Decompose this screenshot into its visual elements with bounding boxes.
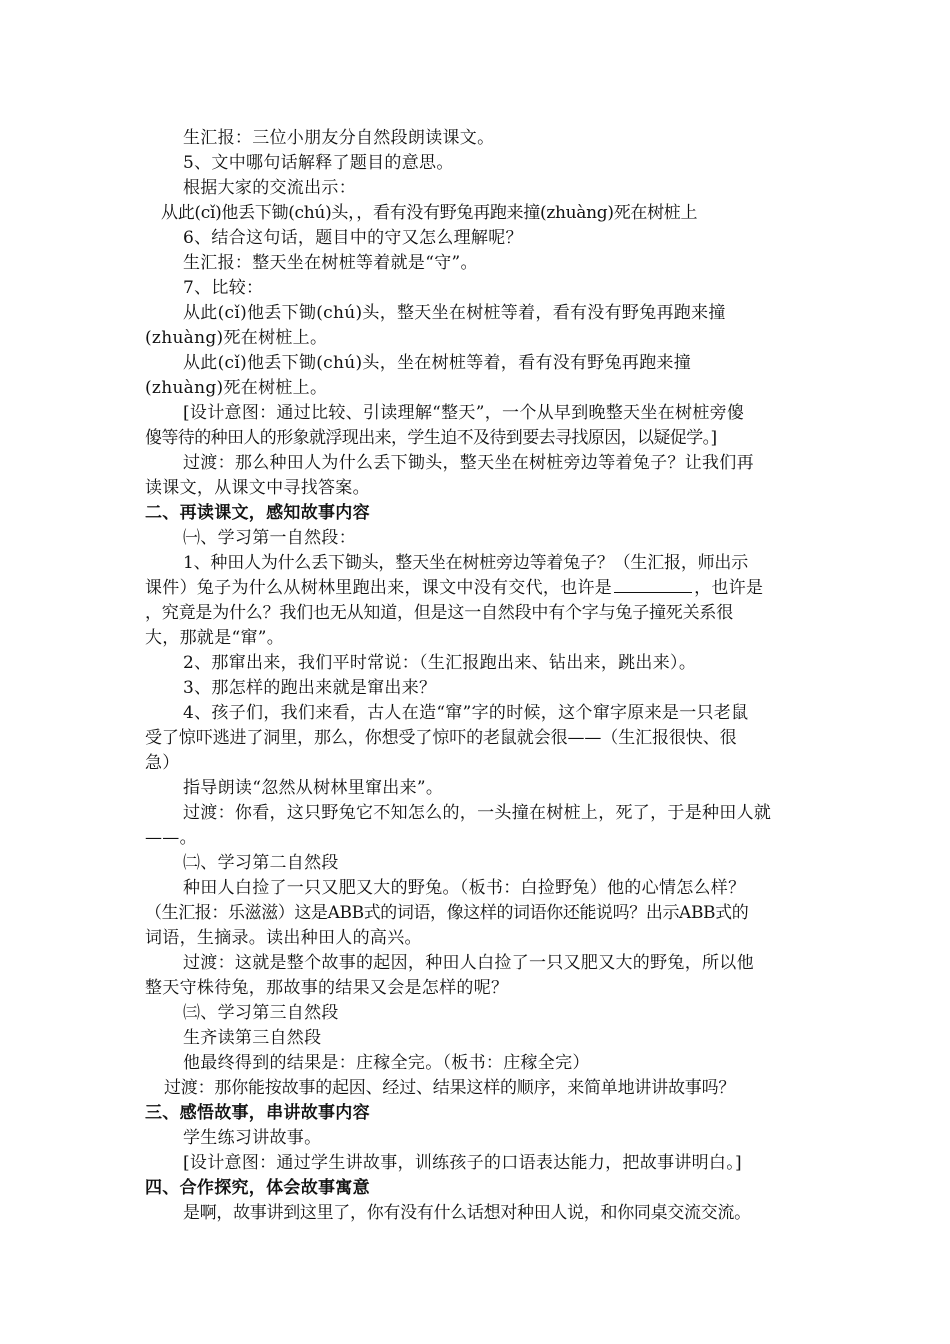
- section-heading: 四、合作探究，体会故事寓意: [145, 1178, 370, 1198]
- text-line: 1、种田人为什么丢下锄头，整天坐在树桩旁边等着兔子？（生汇报，师出示: [183, 553, 749, 573]
- text-segment: ，也许是: [694, 578, 764, 598]
- text-line: 大，那就是“窜”。: [145, 628, 285, 648]
- fill-in-blank: [614, 578, 692, 593]
- subsection-heading: ㈡、学习第二自然段: [183, 853, 339, 873]
- text-line: 从此(cǐ)他丢下锄(chú)头，坐在树桩等着，看有没有野兔再跑来撞: [183, 353, 692, 373]
- text-segment: 课件）兔子为什么从树林里跑出来，课文中没有交代，也许是: [145, 578, 613, 598]
- text-line: 3、那怎样的跑出来就是窜出来？: [183, 678, 437, 698]
- text-line: 4、孩子们，我们来看，古人在造“窜”字的时候，这个窜字原来是一只老鼠: [183, 703, 749, 723]
- text-line: 根据大家的交流出示：: [183, 178, 356, 198]
- text-line: ，究竟是为什么？我们也无从知道，但是这一自然段中有个字与兔子撞死关系很: [145, 603, 733, 623]
- subsection-heading: ㈢、学习第三自然段: [183, 1003, 339, 1023]
- text-line-with-blank: [145, 578, 763, 598]
- section-heading: 三、感悟故事，串讲故事内容: [145, 1103, 370, 1123]
- text-line: 从此(cǐ)他丢下锄(chú)头，整天坐在树桩等着，看有没有野兔再跑来撞: [183, 303, 726, 323]
- text-line: 生汇报：三位小朋友分自然段朗读课文。: [183, 128, 495, 148]
- text-line: 傻等待的种田人的形象就浮现出来，学生迫不及待到要去寻找原因，以疑促学。]: [145, 428, 717, 448]
- text-line: 过渡：你看，这只野兔它不知怎么的，一头撞在树桩上，死了，于是种田人就: [183, 803, 772, 823]
- text-line: 生汇报：整天坐在树桩等着就是“守”。: [183, 253, 478, 273]
- text-line: 读课文，从课文中寻找答案。: [145, 478, 370, 498]
- text-line: (zhuàng)死在树桩上。: [145, 328, 328, 348]
- text-line: 生齐读第三自然段: [183, 1028, 322, 1048]
- text-line: （生汇报：乐滋滋）这是ABB式的词语，像这样的词语你还能说吗？出示ABB式的: [145, 903, 749, 923]
- text-line: 词语，生摘录。读出种田人的高兴。: [145, 928, 422, 948]
- text-line: 5、文中哪句话解释了题目的意思。: [183, 153, 454, 173]
- subsection-heading: ㈠、学习第一自然段：: [183, 528, 356, 548]
- text-line: 6、结合这句话，题目中的守又怎么理解呢？: [183, 228, 523, 248]
- text-line: 整天守株待兔，那故事的结果又会是怎样的呢？: [145, 978, 509, 998]
- text-line: (zhuàng)死在树桩上。: [145, 378, 328, 398]
- text-line: 他最终得到的结果是：庄稼全完。（板书：庄稼全完）: [183, 1053, 590, 1073]
- text-line: 过渡：那么种田人为什么丢下锄头，整天坐在树桩旁边等着兔子？让我们再: [183, 453, 754, 473]
- section-heading: 二、再读课文，感知故事内容: [145, 503, 370, 523]
- text-line: 从此(cǐ)他丢下锄(chú)头，，看有没有野兔再跑来撞(zhuàng)死在树桩上: [161, 203, 698, 223]
- text-line: [设计意图：通过比较、引读理解“整天”，一个从早到晚整天坐在树桩旁傻: [183, 403, 745, 423]
- text-line: 受了惊吓逃进了洞里，那么，你想受了惊吓的老鼠就会很——（生汇报很快、很: [145, 728, 737, 748]
- text-line: 指导朗读“忽然从树林里窜出来”。: [183, 778, 444, 798]
- text-line: 种田人白捡了一只又肥又大的野兔。（板书：白捡野兔）他的心情怎么样？: [183, 878, 746, 898]
- text-line: [设计意图：通过学生讲故事，训练孩子的口语表达能力，把故事讲明白。]: [183, 1153, 742, 1173]
- text-line: 过渡：那你能按故事的起因、经过、结果这样的顺序，来简单地讲讲故事吗？: [164, 1078, 736, 1098]
- text-line: 2、那窜出来，我们平时常说：（生汇报跑出来、钻出来，跳出来）。: [183, 653, 697, 673]
- text-line: 7、比较：: [183, 278, 264, 298]
- text-line: 急）: [145, 753, 180, 773]
- text-line: ——。: [145, 828, 197, 848]
- text-line: 过渡：这就是整个故事的起因，种田人白捡了一只又肥又大的野兔，所以他: [183, 953, 754, 973]
- text-line: 学生练习讲故事。: [183, 1128, 322, 1148]
- text-line: 是啊，故事讲到这里了，你有没有什么话想对种田人说，和你同桌交流交流。: [183, 1203, 751, 1223]
